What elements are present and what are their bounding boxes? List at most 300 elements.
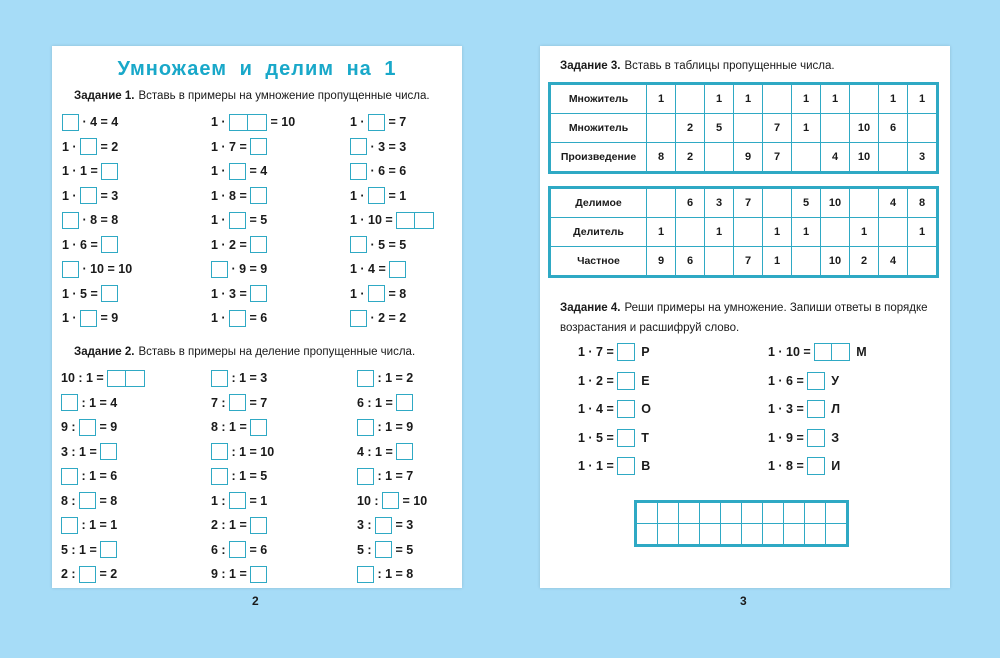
row-label: Делитель	[551, 218, 647, 247]
empty-cell[interactable]	[850, 189, 879, 218]
equation-text-after: = 1	[246, 493, 268, 508]
table-cell: 10	[821, 189, 850, 218]
equation-text-before: 1 · 3 =	[211, 286, 251, 301]
answer-box[interactable]	[807, 372, 825, 390]
answer-box[interactable]	[61, 468, 78, 485]
task2-heading	[74, 346, 415, 358]
answer-box[interactable]	[229, 310, 246, 327]
table-cell: 5	[705, 114, 734, 143]
task1-heading	[74, 90, 430, 102]
equation-text-before: 6 : 1 =	[357, 395, 397, 410]
answer-grid-row	[637, 503, 847, 524]
answer-grid-cell[interactable]	[637, 503, 658, 524]
equation-row	[61, 415, 145, 440]
equation-row	[350, 135, 434, 160]
answer-box[interactable]	[101, 163, 118, 180]
equation-row	[350, 110, 434, 135]
table-cell: 2	[850, 247, 879, 276]
equation-row	[62, 184, 132, 209]
equation-text-after: = 2	[97, 139, 119, 154]
answer-box[interactable]	[375, 541, 392, 558]
table-cell: 5	[792, 189, 821, 218]
equation-text-before: 1 ·	[211, 311, 230, 326]
worksheet-page-right	[540, 46, 950, 588]
page-number-right: 3	[740, 594, 747, 608]
equation-text-before: 1 ·	[350, 115, 369, 130]
answer-box[interactable]	[61, 517, 78, 534]
equation-text-before: 1 · 1 =	[62, 164, 102, 179]
answer-box[interactable]	[79, 419, 96, 436]
table-cell: 4	[821, 143, 850, 172]
table-cell: 8	[908, 189, 937, 218]
equation-text-after: · 4 = 4	[79, 115, 119, 130]
answer-box-digit[interactable]	[248, 114, 267, 131]
equation-text-before: 1 · 4 =	[350, 262, 390, 277]
equation-text-before: 6 :	[211, 542, 230, 557]
answer-box[interactable]	[357, 566, 374, 583]
answer-box[interactable]	[250, 566, 267, 583]
equation-text-after: = 3	[392, 518, 414, 533]
answer-box-double[interactable]	[396, 212, 434, 229]
answer-box[interactable]	[80, 310, 97, 327]
equation-text-before: 1 ·	[211, 115, 230, 130]
row-label: Множитель	[551, 114, 647, 143]
task1-text: Вставь в примеры на умножение пропущенные числа.	[138, 90, 430, 102]
table-cell: 1	[792, 218, 821, 247]
answer-grid-cell[interactable]	[658, 524, 679, 545]
table-cell: 1	[705, 85, 734, 114]
equation-text-before: 1 ·	[211, 164, 230, 179]
equation-text-after: · 10 = 10	[79, 262, 133, 277]
table-cell: 2	[676, 114, 705, 143]
answer-box[interactable]	[357, 370, 374, 387]
equation-text-after: : 1 = 4	[78, 395, 118, 410]
task2-column-1	[61, 366, 145, 587]
division-table	[550, 188, 937, 276]
equation-text-after: = 2	[96, 567, 118, 582]
equation-text-after: = 9	[97, 311, 119, 326]
equation-row	[62, 257, 132, 282]
answer-box[interactable]	[62, 212, 79, 229]
table-cell: 6	[879, 114, 908, 143]
answer-box-double[interactable]	[229, 114, 267, 131]
example-expression: 1 · 10 =	[768, 345, 815, 359]
equation-text-after: · 9 = 9	[228, 262, 268, 277]
empty-cell[interactable]	[734, 218, 763, 247]
answer-box-digit[interactable]	[415, 212, 434, 229]
equation-row	[357, 513, 427, 538]
answer-box[interactable]	[350, 310, 367, 327]
equation-row	[211, 440, 274, 465]
answer-box[interactable]	[357, 419, 374, 436]
task4-label: Задание 4.	[560, 302, 621, 314]
empty-cell[interactable]	[821, 218, 850, 247]
equation-text-before: 10 : 1 =	[61, 371, 108, 386]
table-cell: 1	[647, 85, 676, 114]
equation-text-after: = 6	[246, 542, 268, 557]
equation-text-after: · 2 = 2	[367, 311, 407, 326]
table-row	[551, 143, 937, 172]
empty-cell[interactable]	[647, 189, 676, 218]
equation-row	[61, 366, 145, 391]
equation-text-after: : 1 = 3	[228, 371, 268, 386]
equation-row	[211, 282, 295, 307]
answer-box-digit[interactable]	[832, 343, 850, 361]
decode-example	[578, 342, 650, 362]
equation-row	[350, 184, 434, 209]
table-cell: 10	[850, 114, 879, 143]
equation-text-before: 1 · 7 =	[211, 139, 251, 154]
equation-text-before: 5 : 1 =	[61, 542, 101, 557]
answer-box[interactable]	[250, 285, 267, 302]
answer-box-digit[interactable]	[396, 212, 415, 229]
example-expression: 1 · 8 =	[768, 459, 808, 474]
answer-box[interactable]	[617, 457, 635, 475]
answer-box[interactable]	[807, 457, 825, 475]
answer-grid-cell[interactable]	[700, 524, 721, 545]
answer-box[interactable]	[100, 443, 117, 460]
empty-cell[interactable]	[734, 114, 763, 143]
answer-box[interactable]	[61, 394, 78, 411]
answer-box[interactable]	[382, 492, 399, 509]
answer-grid-cell[interactable]	[721, 503, 742, 524]
answer-word-grid	[636, 502, 847, 545]
equation-row	[211, 562, 274, 587]
row-label: Произведение	[551, 143, 647, 172]
answer-box[interactable]	[80, 187, 97, 204]
table-cell: 1	[850, 218, 879, 247]
answer-box-digit[interactable]	[229, 114, 248, 131]
answer-box[interactable]	[211, 261, 228, 278]
answer-box[interactable]	[101, 285, 118, 302]
answer-box-double[interactable]	[107, 370, 145, 387]
equation-row	[62, 306, 132, 331]
decode-example	[768, 456, 840, 476]
answer-box[interactable]	[229, 394, 246, 411]
equation-row	[61, 562, 145, 587]
empty-cell[interactable]	[879, 143, 908, 172]
answer-box[interactable]	[350, 236, 367, 253]
answer-box[interactable]	[389, 261, 406, 278]
equation-row	[350, 257, 434, 282]
page-title: Умножаем и делим на 1	[117, 58, 397, 80]
equation-text-after: = 8	[385, 286, 407, 301]
cipher-letter: И	[831, 459, 841, 474]
answer-grid-cell[interactable]	[679, 503, 700, 524]
example-expression: 1 · 3 =	[768, 402, 808, 417]
cipher-letter: О	[641, 402, 651, 417]
equation-text-after: = 5	[392, 542, 414, 557]
equation-row	[211, 184, 295, 209]
empty-cell[interactable]	[792, 143, 821, 172]
cipher-letter: М	[856, 345, 867, 359]
answer-grid-cell[interactable]	[742, 524, 763, 545]
equation-text-before: 1 :	[211, 493, 230, 508]
answer-box[interactable]	[368, 114, 385, 131]
answer-box-digit[interactable]	[107, 370, 126, 387]
equation-row	[211, 208, 295, 233]
cipher-letter: Т	[641, 430, 649, 445]
answer-box[interactable]	[229, 541, 246, 558]
answer-box[interactable]	[229, 212, 246, 229]
table-cell: 1	[908, 85, 937, 114]
equation-text-before: 8 : 1 =	[211, 420, 251, 435]
decode-example	[768, 399, 840, 419]
table-cell: 6	[676, 189, 705, 218]
answer-box[interactable]	[250, 138, 267, 155]
table-cell: 9	[647, 247, 676, 276]
table-row	[551, 218, 937, 247]
empty-cell[interactable]	[908, 114, 937, 143]
equation-row	[211, 464, 274, 489]
table-cell: 3	[705, 189, 734, 218]
answer-box[interactable]	[357, 468, 374, 485]
decode-example	[578, 456, 650, 476]
empty-cell[interactable]	[705, 247, 734, 276]
table-cell: 7	[763, 143, 792, 172]
equation-row	[357, 366, 427, 391]
answer-box[interactable]	[211, 370, 228, 387]
answer-box[interactable]	[807, 429, 825, 447]
answer-box[interactable]	[211, 443, 228, 460]
task1-column-1	[62, 110, 132, 331]
answer-box[interactable]	[617, 343, 635, 361]
equation-row	[350, 282, 434, 307]
empty-cell[interactable]	[705, 143, 734, 172]
answer-box[interactable]	[250, 187, 267, 204]
answer-box[interactable]	[350, 163, 367, 180]
answer-grid-row	[637, 524, 847, 545]
table-cell: 10	[850, 143, 879, 172]
answer-grid-cell[interactable]	[742, 503, 763, 524]
table-cell: 2	[676, 143, 705, 172]
equation-text-after: = 10	[399, 493, 428, 508]
worksheet-page-left	[52, 46, 462, 588]
answer-box[interactable]	[250, 419, 267, 436]
cipher-letter: В	[641, 459, 651, 474]
table-row	[551, 189, 937, 218]
answer-box[interactable]	[368, 187, 385, 204]
equation-text-after: = 4	[246, 164, 268, 179]
equation-text-before: 1 · 8 =	[211, 188, 251, 203]
equation-text-after: : 1 = 5	[228, 469, 268, 484]
answer-grid-cell[interactable]	[826, 503, 847, 524]
equation-text-after: = 5	[246, 213, 268, 228]
equation-text-before: 2 :	[61, 567, 80, 582]
table-cell: 9	[734, 143, 763, 172]
table-cell: 1	[908, 218, 937, 247]
empty-cell[interactable]	[763, 189, 792, 218]
example-expression: 1 · 4 =	[578, 402, 618, 417]
empty-cell[interactable]	[821, 114, 850, 143]
empty-cell[interactable]	[676, 218, 705, 247]
equation-row	[357, 415, 427, 440]
equation-row	[211, 306, 295, 331]
equation-text-after: : 1 = 8	[374, 567, 414, 582]
answer-box[interactable]	[80, 138, 97, 155]
equation-text-before: 1 · 2 =	[211, 237, 251, 252]
equation-row	[211, 415, 274, 440]
equation-text-after: = 8	[96, 493, 118, 508]
equation-text-before: 10 :	[357, 493, 383, 508]
answer-box[interactable]	[229, 163, 246, 180]
answer-grid-cell[interactable]	[784, 503, 805, 524]
empty-cell[interactable]	[676, 85, 705, 114]
empty-cell[interactable]	[908, 247, 937, 276]
answer-box-double[interactable]	[814, 343, 850, 361]
answer-grid-cell[interactable]	[721, 524, 742, 545]
equation-row	[350, 306, 434, 331]
equation-text-after: : 1 = 7	[374, 469, 414, 484]
answer-grid-cell[interactable]	[826, 524, 847, 545]
equation-row	[62, 159, 132, 184]
answer-box-digit[interactable]	[126, 370, 145, 387]
equation-text-before: 7 :	[211, 395, 230, 410]
answer-grid-cell[interactable]	[784, 524, 805, 545]
equation-text-before: 1 ·	[211, 213, 230, 228]
equation-text-after: = 1	[385, 188, 407, 203]
answer-grid-cell[interactable]	[805, 503, 826, 524]
equation-row	[61, 538, 145, 563]
task4-text: Реши примеры на умножение. Запиши ответы в порядке возрастания и расшифруй слово.	[560, 302, 928, 334]
equation-text-after: = 7	[385, 115, 407, 130]
task2-text: Вставь в примеры на деление пропущенные числа.	[138, 346, 416, 358]
table-cell: 1	[734, 85, 763, 114]
equation-row	[61, 440, 145, 465]
equation-text-after: = 7	[246, 395, 268, 410]
answer-box[interactable]	[101, 236, 118, 253]
equation-row	[61, 489, 145, 514]
task3-heading	[560, 60, 835, 72]
equation-row	[62, 110, 132, 135]
equation-row	[62, 208, 132, 233]
table-cell: 3	[908, 143, 937, 172]
empty-cell[interactable]	[647, 114, 676, 143]
answer-grid-cell[interactable]	[637, 524, 658, 545]
equation-text-before: 3 : 1 =	[61, 444, 101, 459]
equation-row	[357, 464, 427, 489]
table-cell: 6	[676, 247, 705, 276]
equation-text-after: : 1 = 6	[78, 469, 118, 484]
answer-box[interactable]	[350, 138, 367, 155]
equation-row	[211, 366, 274, 391]
row-label: Частное	[551, 247, 647, 276]
equation-row	[211, 391, 274, 416]
cipher-letter: У	[831, 373, 840, 388]
answer-box[interactable]	[396, 443, 413, 460]
cipher-letter: З	[831, 430, 840, 445]
empty-cell[interactable]	[879, 218, 908, 247]
table-cell: 1	[705, 218, 734, 247]
answer-box[interactable]	[617, 400, 635, 418]
equation-text-after: : 1 = 2	[374, 371, 414, 386]
decode-example	[768, 342, 867, 362]
table-cell: 1	[763, 218, 792, 247]
empty-cell[interactable]	[763, 85, 792, 114]
equation-text-after: = 3	[97, 188, 119, 203]
answer-grid-cell[interactable]	[658, 503, 679, 524]
equation-row	[211, 257, 295, 282]
answer-grid-cell[interactable]	[679, 524, 700, 545]
decode-example	[768, 428, 839, 448]
equation-row	[211, 538, 274, 563]
task1-label: Задание 1.	[74, 90, 135, 102]
answer-box[interactable]	[368, 285, 385, 302]
table-cell: 8	[647, 143, 676, 172]
row-label: Множитель	[551, 85, 647, 114]
answer-box[interactable]	[62, 261, 79, 278]
answer-box[interactable]	[62, 114, 79, 131]
answer-box[interactable]	[375, 517, 392, 534]
answer-box[interactable]	[617, 429, 635, 447]
equation-text-before: 3 :	[357, 518, 376, 533]
answer-box[interactable]	[617, 372, 635, 390]
equation-row	[357, 562, 427, 587]
equation-row	[61, 513, 145, 538]
example-expression: 1 · 9 =	[768, 430, 808, 445]
equation-row	[61, 391, 145, 416]
table-row	[551, 85, 937, 114]
answer-grid-cell[interactable]	[700, 503, 721, 524]
task2-column-3	[357, 366, 427, 587]
table-cell: 1	[821, 85, 850, 114]
equation-text-after: · 3 = 3	[367, 139, 407, 154]
cipher-letter: Р	[641, 345, 650, 359]
table-cell: 7	[734, 189, 763, 218]
table-cell: 1	[763, 247, 792, 276]
equation-text-before: 1 ·	[62, 188, 81, 203]
answer-box[interactable]	[250, 517, 267, 534]
answer-grid-cell[interactable]	[763, 503, 784, 524]
answer-box[interactable]	[211, 468, 228, 485]
table-cell: 1	[792, 85, 821, 114]
equation-text-before: 9 : 1 =	[211, 567, 251, 582]
answer-box[interactable]	[250, 236, 267, 253]
table-cell: 1	[792, 114, 821, 143]
page-number-left: 2	[252, 594, 259, 608]
equation-text-before: 1 ·	[62, 139, 81, 154]
answer-box[interactable]	[100, 541, 117, 558]
empty-cell[interactable]	[792, 247, 821, 276]
example-expression: 1 · 7 =	[578, 345, 618, 359]
answer-box[interactable]	[807, 400, 825, 418]
answer-box[interactable]	[229, 492, 246, 509]
table-row	[551, 114, 937, 143]
equation-text-after: · 6 = 6	[367, 164, 407, 179]
equation-text-after: · 8 = 8	[79, 213, 119, 228]
answer-grid-cell[interactable]	[763, 524, 784, 545]
answer-box[interactable]	[396, 394, 413, 411]
decode-example	[578, 371, 650, 391]
equation-row	[357, 489, 427, 514]
answer-grid-cell[interactable]	[805, 524, 826, 545]
empty-cell[interactable]	[850, 85, 879, 114]
answer-box[interactable]	[79, 492, 96, 509]
task3-text: Вставь в таблицы пропущенные числа.	[624, 60, 835, 72]
task3-label: Задание 3.	[560, 60, 621, 72]
equation-text-after: = 10	[267, 115, 296, 130]
equation-text-after: = 6	[246, 311, 268, 326]
answer-box[interactable]	[79, 566, 96, 583]
table-cell: 4	[879, 247, 908, 276]
equation-row	[357, 538, 427, 563]
answer-box-digit[interactable]	[814, 343, 832, 361]
example-expression: 1 · 1 =	[578, 459, 618, 474]
equation-text-after: · 5 = 5	[367, 237, 407, 252]
equation-text-after: : 1 = 1	[78, 518, 118, 533]
equation-row	[62, 135, 132, 160]
equation-text-after: : 1 = 9	[374, 420, 414, 435]
